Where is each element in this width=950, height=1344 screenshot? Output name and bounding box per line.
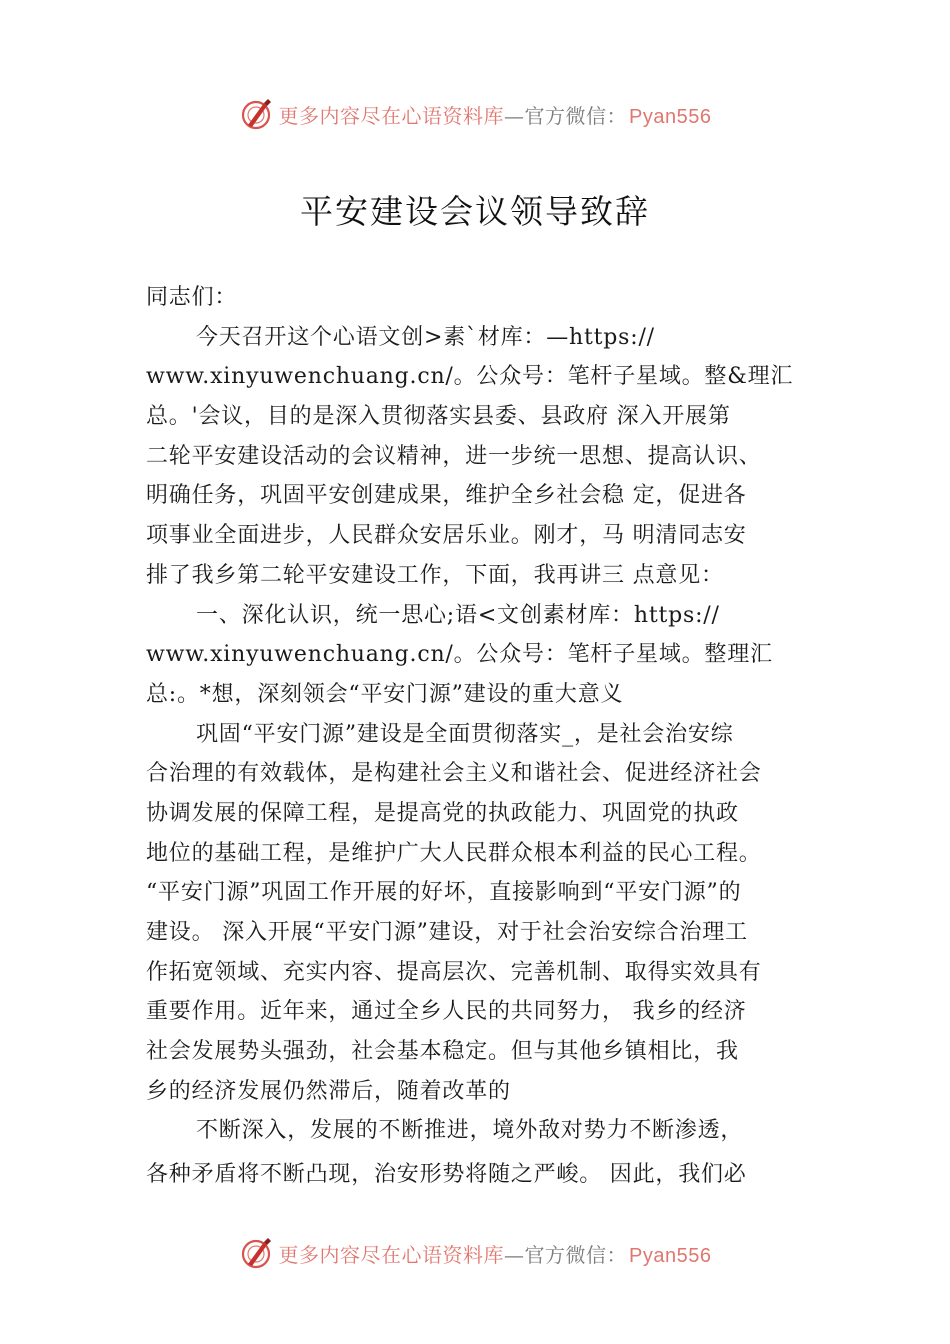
body-line: “平安门源”巩固工作开展的好坏，直接影响到“平安门源”的 [146, 880, 742, 906]
body-line: 协调发展的保障工程，是提高党的执政能力、巩固党的执政 [146, 800, 739, 826]
body-line: 明确任务，巩固平安创建成果，维护全乡社会稳 定，促进各 [146, 483, 747, 509]
body-line: 地位的基础工程，是维护广大人民群众根本利益的民心工程。 [146, 840, 762, 866]
header-banner [0, 94, 950, 134]
banner-wechat-id: Pyan556 [629, 1244, 712, 1267]
pen-circle-logo-icon [239, 1236, 273, 1270]
banner-text [279, 100, 712, 129]
body-line: 不断深入，发展的不断推进，境外敌对势力不断渗透， [196, 1118, 744, 1144]
banner-text [279, 1239, 712, 1268]
body-line: 建设。 深入开展“平安门源”建设，对于社会治安综合治理工 [146, 920, 748, 945]
body-line: 重要作用。近年来，通过全乡人民的共同努力， 我乡的经济 [146, 999, 747, 1025]
body-line: 总:。*想，深刻领会“平安门源”建设的重大意义 [146, 681, 624, 707]
document-body [146, 278, 836, 1195]
section-heading-line: 一、深化认识，统一思心;语<文创素材库：https:// [196, 602, 720, 628]
banner-slogan: 更多内容尽在心语资料库 [278, 103, 505, 128]
body-line: 二轮平安建设活动的会议精神，进一步统一思想、提高认识、 [146, 443, 762, 469]
body-line: 作拓宽领域、充实内容、提高层次、完善机制、取得实效具有 [146, 959, 762, 985]
body-line: 各种矛盾将不断凸现，治安形势将随之严峻。 因此，我们必 [146, 1162, 747, 1188]
body-line: 合治理的有效载体，是构建社会主义和谐社会、促进经济社会 [146, 761, 762, 787]
body-line: 社会发展势头强劲，社会基本稳定。但与其他乡镇相比，我 [146, 1039, 739, 1065]
body-line: 巩固“平安门源”建设是全面贯彻落实_，是社会治安综 [196, 721, 734, 747]
footer-banner [0, 1233, 950, 1273]
banner-slogan: 更多内容尽在心语资料库 [278, 1242, 505, 1267]
banner-wechat-id: Pyan556 [629, 105, 712, 128]
body-line: 排了我乡第二轮平安建设工作，下面，我再讲三 点意见： [146, 562, 724, 588]
body-line: www.xinyuwenchuang.cn/。公众号：笔杆子星域。整理汇 [146, 642, 773, 668]
banner-wechat-label: —官方微信： [504, 103, 628, 128]
body-line: 总。'会议，目的是深入贯彻落实县委、县政府 深入开展第 [146, 404, 731, 430]
body-line: 乡的经济发展仍然滞后，随着改革的 [146, 1078, 511, 1104]
body-line: 项事业全面进步，人民群众安居乐业。刚才，马 明清同志安 [146, 523, 747, 549]
body-line: www.xinyuwenchuang.cn/。公众号：笔杆子星域。整&理汇 [146, 364, 794, 390]
salutation-line: 同志们： [146, 285, 238, 310]
document-title: 平安建设会议领导致辞 [300, 192, 650, 231]
banner-wechat-label: —官方微信： [504, 1242, 628, 1267]
pen-circle-logo-icon [239, 97, 273, 131]
body-line: 今天召开这个心语文创>素`材库：—https:// [196, 324, 655, 350]
